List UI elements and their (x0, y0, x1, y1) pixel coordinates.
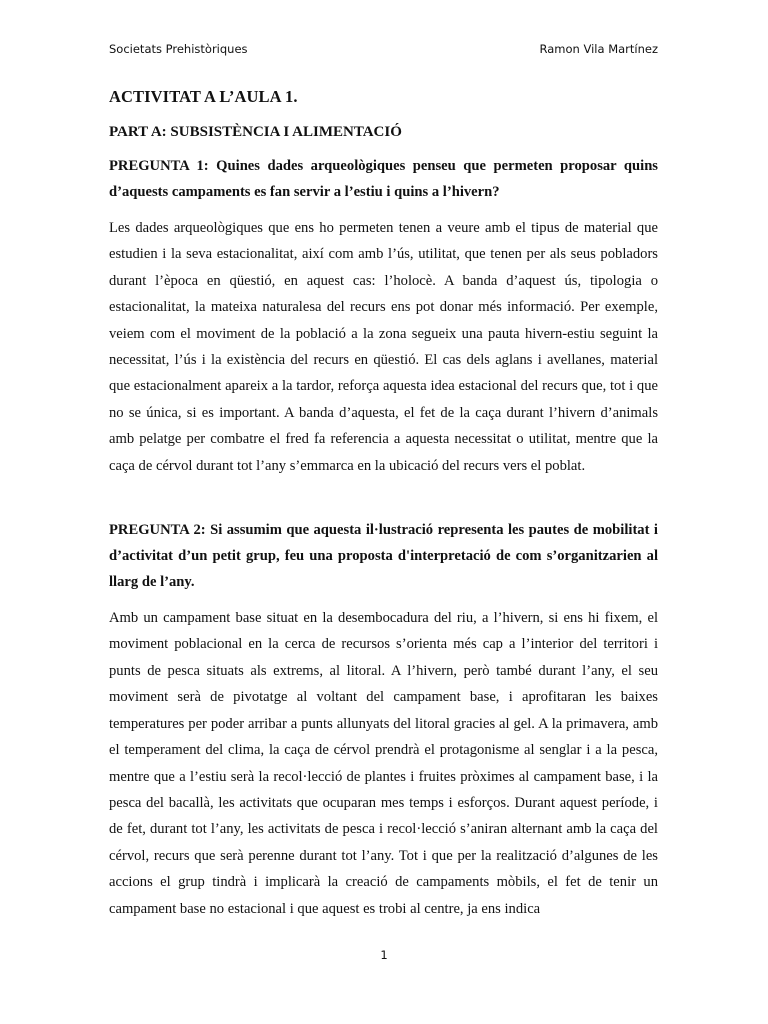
part-heading: PART A: SUBSISTÈNCIA I ALIMENTACIÓ (109, 124, 402, 140)
page-header (109, 42, 658, 56)
answer-2: Amb un campament base situat en la desembocadura del riu, a l’hivern, si ens hi fixem, el moviment poblacional en la cerca de recursos s’orienta més cap a l’interior del territori i punts de pesca situats als extrems, al litoral. A l’hivern, però també durant l’any, el seu moviment serà de pivotatge al voltant del campament base, i aprofitaran les baixes temperatures per poder arribar a punts allunyats del litoral gracies al gel. A la primavera, amb el temperament del clima, la caça de cérvol prendrà el protagonisme al senglar i a la pesca, mentre que a l’estiu serà la recol·lecció de plantes i fruites pròximes al campament base, i la pesca del bacallà, les activitats que ocuparan mes temps i esforços. Durant aquest període, i de fet, durant tot l’any, les activitats de pesca i recol·lecció s’aniran alternant amb la caça del cérvol, recurs que serà perenne durant tot l’any. Tot i que per la realització d’algunes de les accions el grup tindrà i implicarà la creació de campaments mòbils, el fet de tenir un campament base no estacional i que aquest es trobi al centre, ja ens indica (109, 610, 658, 917)
header-course: Societats Prehistòriques (109, 42, 248, 56)
activity-title: ACTIVITAT A L’AULA 1. (109, 87, 298, 106)
question-1: PREGUNTA 1: Quines dades arqueològiques penseu que permeten proposar quins d’aquests campaments es fan servir a l’estiu i quins a l’hivern? (109, 158, 658, 200)
page-content (109, 86, 658, 922)
question-2: PREGUNTA 2: Si assumim que aquesta il·lustració representa les pautes de mobilitat i d’activitat d’un petit grup, feu una proposta d'interpretació de com s’organitzarien al llarg de l’any. (109, 522, 658, 591)
answer-1: Les dades arqueològiques que ens ho permeten tenen a veure amb el tipus de material que estudien i la seva estacionalitat, així com amb l’ús, utilitat, que tenen per als seus pobladors durant l’època en qüestió, en aquest cas: l’holocè. A banda d’aquest ús, tipologia o estacionalitat, la mateixa naturalesa del recurs ens pot donar més informació. Per exemple, veiem com el moviment de la població a la zona segueix una pauta hivern-estiu seguint la necessitat, l’ús i la existència del recurs en qüestió. El cas dels aglans i avellanes, material que estacionalment apareix a la tardor, reforça aquesta idea estacional del recurs que, tot i que no se única, si es important. A banda d’aquesta, el fet de la caça durant l’hivern d’animals amb pelatge per combatre el fred fa referencia a aquesta necessitat o utilitat, mentre que la caça de cérvol durant tot l’any s’emmarca en la ubicació del recurs vers el poblat. (109, 220, 658, 474)
page-number: 1 (380, 948, 388, 962)
header-author: Ramon Vila Martínez (539, 42, 658, 56)
